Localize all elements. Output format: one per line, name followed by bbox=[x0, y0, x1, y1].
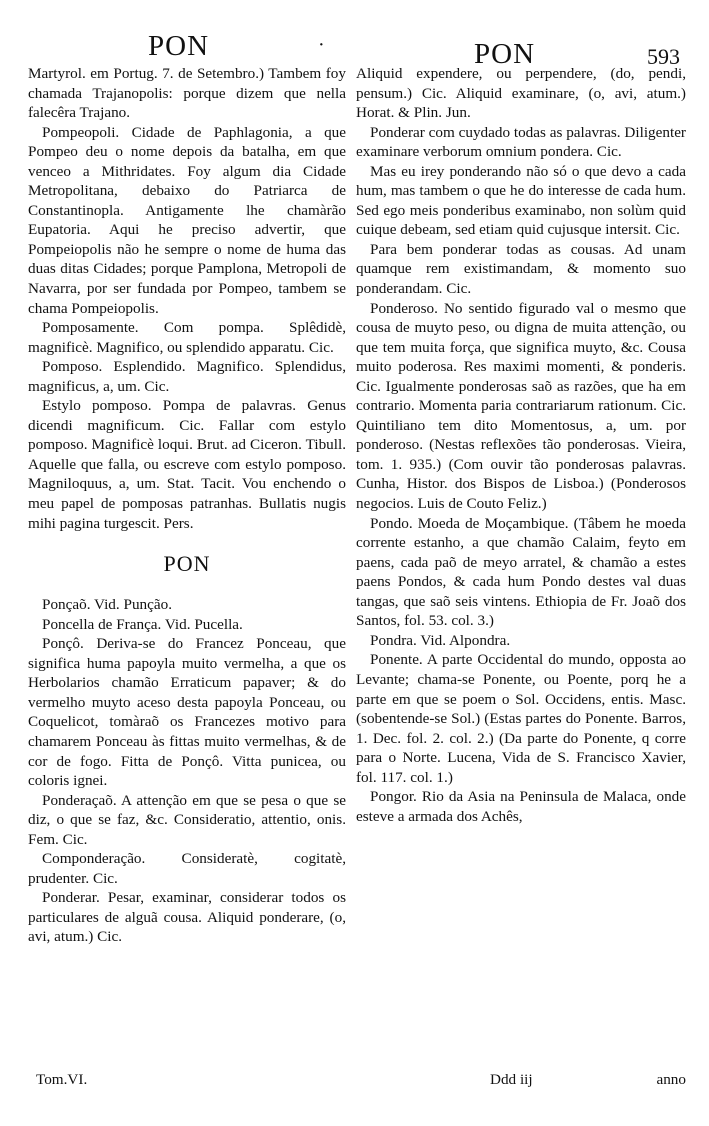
left-column-header bbox=[28, 30, 346, 64]
entry: Martyrol. em Portug. 7. de Setembro.) Tambem foy chamada Trajanopolis: porque dizem que nella falecêra Trajano. bbox=[28, 65, 346, 122]
page-number: 593 bbox=[647, 44, 680, 69]
right-column bbox=[356, 30, 686, 826]
entry: Ponçô. Deriva-se do Francez Ponceau, que significa huma papoyla muito vermelha, a que os Herbolarios chamão Erraticum papaver; & do vermelho muyto aceso desta papoyla Ponceau, ou Coquelicot, tomàraõ os Francezes motivo para chamarem Ponceau às fittas muito vermelhas, & de cor de fogo. Fitta de Ponçô. Vitta punicea, ou coloris ignei. bbox=[28, 635, 346, 790]
entry: Poncella de França. Vid. Pucella. bbox=[42, 615, 243, 633]
entry: Componderação. Consideratè, cogitatè, prudenter. Cic. bbox=[28, 850, 346, 887]
right-running-head: PON bbox=[474, 38, 536, 70]
header-dot: · bbox=[318, 34, 325, 56]
entry: Pondra. Vid. Alpondra. bbox=[370, 631, 511, 649]
left-column bbox=[28, 30, 346, 947]
entry: Ponente. A parte Occidental do mundo, opposta ao Levante; chama-se Ponente, ou Poente, porq he a parte em que se poem o Sol. Occidens, entis. Masc. (sobentende-se Sol.) (Estas partes do Ponente. Barros, 1. Dec. fol. 2. col. 2.) (Da parte do Ponente, q corre para o Norte. Lucena, Vida de S. Francisco Xavier, fol. 117. col. 1.) bbox=[356, 651, 686, 786]
entry: Ponçaõ. Vid. Punção. bbox=[42, 596, 172, 614]
entry: Ponderar. Pesar, examinar, considerar todos os particulares de alguã cousa. Aliquid ponderare, (o, avi, atum.) Cic. bbox=[28, 889, 346, 946]
right-column-header bbox=[356, 30, 686, 70]
entry: Para bem ponderar todas as cousas. Ad unam quamque rem existimandam, & momento suo ponderandam. Cic. bbox=[356, 240, 686, 298]
catchword: anno bbox=[656, 1071, 686, 1088]
section-heading: PON bbox=[163, 551, 211, 577]
entry: Pomposo. Esplendido. Magnifico. Splendidus, magnificus, a, um. Cic. bbox=[28, 358, 346, 395]
entry: Pompeopoli. Cidade de Paphlagonia, a que Pompeo deu o nome depois da batalha, em que venceo a Mithridates. Foy algum dia Cidade Metropolitana, debaixo do Patriarca de Constantinopla. Antigamente lhe chamàrão Eupatoria. Aqui he preciso advertir, que Pompeiopolis não he sempre o nome de huma das duas ditas Cidades; porque Pamplona, Metropoli de Navarra, por ser fundada por Pompeo, tambem se chama Pompeiopolis. bbox=[28, 123, 346, 317]
entry: Ponderar com cuydado todas as palavras. Diligenter examinare verborum omnium pondera. Cic. bbox=[356, 123, 686, 161]
entry: Aliquid expendere, ou perpendere, (do, pendi, pensum.) Cic. Aliquid examinare, (o, avi, atum.) Horat. & Plin. Jun. bbox=[356, 65, 686, 122]
entry: Pomposamente. Com pompa. Splêdidè, magnificè. Magnifico, ou splendido apparatu. Cic. bbox=[28, 319, 346, 356]
entry: Ponderaçaõ. A attenção em que se pesa o que se diz, o que se faz, &c. Consideratio, attentio, onis. Fem. Cic. bbox=[28, 791, 346, 848]
entry: Ponderoso. No sentido figurado val o mesmo que cousa de muyto peso, ou digna de muita attenção, ou que tem muita força, que significa muyto, &c. Cousa muito poderosa. Res maximi momenti, & ponderis. Cic. Igualmente ponderosas saõ as razões, que ha em contrario. Momenta paria contrariarum rationum. Cic. Quintiliano tem dito Momentosus, a, um. por ponderoso. (Nestas reflexões tão ponderosas. Vieira, tom. 1. 935.) (Com ouvir tão ponderosas palavras. Cunha, Histor. dos Bispos de Lisboa.) (Ponderosos negocios. Luis de Couto Feliz.) bbox=[356, 299, 686, 513]
left-running-head: PON bbox=[148, 30, 210, 62]
entry: Estylo pomposo. Pompa de palavras. Genus dicendi magnificum. Cic. Fallar com estylo pomposo. Magnificè loqui. Brut. ad Ciceron. Tibull. Aquelle que falla, ou escreve com estylo pomposo. Magniloquus, a, um. Stat. Tacit. Vou enchendo o meu papel de pomposas patranhas. Bullatis nugis mihi pagina turgescit. Pers. bbox=[28, 397, 346, 532]
entry: Pongor. Rio da Asia na Peninsula de Malaca, onde esteve a armada dos Achês, bbox=[356, 788, 686, 825]
entry: Pondo. Moeda de Moçambique. (Tâbem he moeda corrente estanho, a que chamão Calaim, feyto em paens, cada paõ de meyo arratel, & chamão a estes paens Pondos, & cada hum Pondo destes val duas tangas, que saõ seis vintens. Ethiopia de Fr. Joaõ dos Santos, fol. 53. col. 3.) bbox=[356, 514, 686, 630]
volume-label: Tom.VI. bbox=[36, 1071, 88, 1088]
entry: Mas eu irey ponderando não só o que devo a cada hum, mas tambem o que he do interesse de cada hum. Sed ego meis ponderibus examinabo, non solùm quid cuique debeam, sed etiam quid cujusque intersit. Cic. bbox=[356, 162, 686, 239]
signature-mark: Ddd iij bbox=[490, 1071, 533, 1088]
